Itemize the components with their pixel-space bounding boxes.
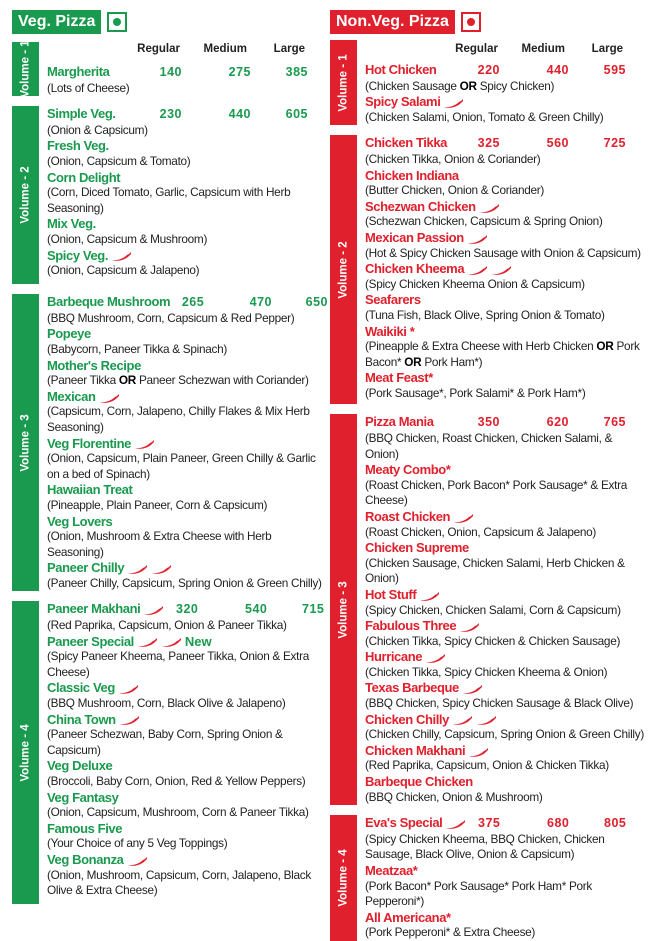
item-description: (Chicken Tikka, Spicy Chicken Kheema & Onion): [365, 664, 608, 679]
price-regular: 265: [181, 295, 205, 310]
size-header-regular: Regular: [455, 43, 498, 55]
price-large: 650: [305, 295, 328, 310]
chilli-icon: [110, 250, 132, 260]
item-description: (Chicken Tikka, Onion & Coriander): [365, 151, 541, 166]
item-description: (Onion, Capsicum, Plain Paneer, Green Chilly & Garlic on a bed of Spinach): [47, 451, 316, 481]
chilli-icon: [424, 652, 446, 662]
item-description: (Spicy Chicken, Chicken Salami, Corn & Capsicum): [365, 602, 621, 617]
item-description: (Spicy Chicken Kheema Onion & Capsicum): [365, 276, 585, 291]
nonveg-pizza-column: [330, 10, 646, 941]
menu-item: [365, 774, 646, 805]
nonveg-title: Non.Veg. Pizza: [330, 10, 455, 34]
item-name: Meaty Combo*: [365, 462, 451, 478]
menu-item: [47, 64, 328, 96]
item-description: (Onion, Capsicum, Mushroom, Corn & Paneer Tikka): [47, 805, 309, 820]
menu-item: [47, 294, 328, 326]
item-name: Pizza Mania: [365, 414, 434, 430]
chilli-icon: [466, 233, 488, 243]
item-name: Corn Delight: [47, 169, 121, 185]
size-header-medium: Medium: [203, 43, 247, 55]
menu-item: [365, 292, 646, 323]
chilli-icon: [136, 636, 158, 646]
item-name: Veg Florentine: [47, 435, 131, 451]
chilli-icon: [444, 818, 466, 828]
item-description: (BBQ Mushroom, Corn, Black Olive & Jalapeno): [47, 696, 286, 711]
menu-item: [365, 509, 646, 540]
volume-label: Volume - 4: [19, 724, 32, 782]
volume-label-bar: [12, 294, 39, 591]
volume-section: [12, 294, 328, 591]
menu-item: [365, 680, 646, 711]
item-description: (Red Paprika, Capsicum, Onion & Paneer Tikka): [47, 618, 287, 633]
item-description: (Spicy Paneer Kheema, Paneer Tikka, Onion & Extra Cheese): [47, 649, 310, 679]
price-large: 725: [603, 136, 626, 151]
price-regular: 230: [159, 107, 182, 122]
item-name: Mother's Recipe: [47, 357, 141, 373]
item-description: (Butter Chicken, Onion & Coriander): [365, 183, 544, 198]
price-large: 765: [603, 415, 626, 430]
menu-item: [365, 649, 646, 680]
item-name: Eva's Special: [365, 815, 443, 831]
price-medium: 560: [546, 136, 569, 151]
item-name: Hot Chicken: [365, 62, 437, 77]
volume-label-bar: [330, 135, 357, 404]
item-description: (Chicken Salami, Onion, Tomato & Green Chilly): [365, 109, 604, 124]
price-large: 715: [302, 602, 325, 617]
item-description: (Pineapple, Plain Paneer, Corn & Capsicum): [47, 497, 268, 512]
price-medium: 275: [228, 65, 251, 79]
veg-pizza-column: [12, 10, 328, 904]
volume-label-bar: [12, 601, 39, 904]
item-name: Waikiki *: [365, 323, 415, 339]
item-name: Paneer Makhani: [47, 601, 141, 617]
chilli-icon: [466, 264, 488, 274]
item-description: (Lots of Cheese): [47, 80, 130, 95]
item-description: (Paneer Schezwan, Baby Corn, Spring Onion & Capsicum): [47, 727, 283, 757]
price-large: 805: [604, 816, 627, 831]
item-description: (Onion, Capsicum & Mushroom): [47, 231, 208, 246]
item-name: Veg Deluxe: [47, 758, 113, 774]
volume-label: Volume - 1: [19, 40, 32, 98]
price-regular: 220: [477, 63, 500, 77]
veg-header: [12, 10, 328, 34]
nonveg-symbol-icon: [461, 12, 481, 32]
menu-item: [47, 358, 328, 389]
chilli-icon: [475, 714, 497, 724]
item-name: Fabulous Three: [365, 618, 457, 634]
item-name: Chicken Tikka: [365, 135, 447, 151]
volume-label: Volume - 3: [337, 581, 350, 639]
menu-item: [47, 389, 328, 436]
item-name: Veg Lovers: [47, 513, 113, 529]
volume-section: [330, 135, 646, 404]
volume-section: [330, 40, 646, 125]
item-name: Veg Fantasy: [47, 789, 119, 805]
item-name: Chicken Supreme: [365, 540, 469, 556]
item-description: (Onion, Mushroom & Extra Cheese with Herb Seasoning): [47, 529, 272, 559]
menu-item: [47, 326, 328, 357]
item-description: (Red Paprika, Capsicum, Onion & Chicken Tikka): [365, 758, 609, 773]
item-description: (Hot & Spicy Chicken Sausage with Onion & Capsicum): [365, 245, 641, 260]
chilli-icon: [478, 202, 500, 212]
item-description: (Spicy Chicken Kheema, BBQ Chicken, Chicken Sausage, Black Olive, Onion & Capsicum): [365, 831, 605, 862]
menu-item: [365, 230, 646, 261]
menu-item: [47, 601, 328, 633]
item-description: (Paneer Tikka OR Paneer Schezwan with Coriander): [47, 373, 309, 388]
item-description: (Roast Chicken, Pork Bacon* Pork Sausage* & Extra Cheese): [365, 477, 628, 508]
item-name: China Town: [47, 711, 116, 727]
menu-item: [365, 587, 646, 618]
item-name: Roast Chicken: [365, 508, 451, 524]
nonveg-header: [330, 10, 646, 34]
menu-item: [47, 248, 328, 279]
menu-item: [47, 514, 328, 561]
item-name: Famous Five: [47, 820, 123, 836]
size-header-large: Large: [273, 43, 305, 55]
price-regular: 350: [477, 415, 500, 430]
chilli-icon: [142, 604, 164, 614]
item-description: (Paneer Chilly, Capsicum, Spring Onion & Green Chilly): [47, 575, 322, 590]
volume-label: Volume - 3: [19, 414, 32, 472]
item-description: (Pineapple & Extra Cheese with Herb Chicken OR Pork Bacon* OR Pork Ham*): [365, 339, 640, 369]
item-name: Popeye: [47, 326, 91, 342]
volume-section: [330, 414, 646, 805]
menu-item: [47, 436, 328, 483]
menu-item: [365, 815, 646, 863]
chilli-icon: [98, 392, 120, 402]
item-name: Chicken Kheema: [365, 261, 465, 277]
menu-item: [365, 462, 646, 509]
item-name: All Americana*: [365, 909, 451, 925]
item-description: (Roast Chicken, Onion, Capsicum & Jalapeno): [365, 524, 597, 539]
item-name: Texas Barbeque: [365, 680, 459, 696]
item-description: (Broccoli, Baby Corn, Onion, Red & Yellow Peppers): [47, 774, 306, 788]
price-medium: 440: [546, 63, 569, 77]
menu-item: [365, 910, 646, 941]
item-name: Fresh Veg.: [47, 138, 109, 154]
menu-item: [47, 560, 328, 591]
item-name: Chicken Makhani: [365, 742, 466, 758]
price-medium: 680: [547, 816, 570, 831]
item-description: (Pork Pepperoni* & Extra Cheese): [365, 925, 536, 940]
volume-label-bar: [330, 815, 357, 941]
menu-item: [365, 743, 646, 774]
volume-label-bar: [12, 42, 39, 96]
new-tag: New: [184, 633, 212, 649]
item-name: Mexican Passion: [365, 229, 464, 245]
item-name: Mix Veg.: [47, 216, 96, 232]
chilli-icon: [160, 636, 182, 646]
price-medium: 470: [249, 295, 272, 310]
menu-item: [47, 790, 328, 821]
menu-item: [365, 618, 646, 649]
item-name: Spicy Veg.: [47, 247, 109, 263]
volume-section: [12, 601, 328, 904]
price-regular: 140: [159, 65, 182, 79]
chilli-icon: [451, 714, 473, 724]
volume-label: Volume - 2: [19, 166, 32, 224]
veg-symbol-icon: [107, 12, 127, 32]
item-description: (Corn, Diced Tomato, Garlic, Capsicum with Herb Seasoning): [47, 185, 291, 215]
menu-item: [47, 138, 328, 169]
size-header-medium: Medium: [521, 43, 565, 55]
item-description: (Schezwan Chicken, Capsicum & Spring Onion): [365, 214, 603, 229]
menu-item: [365, 414, 646, 462]
item-name: Chicken Chilly: [365, 711, 449, 727]
item-description: (Onion, Capsicum & Jalapeno): [47, 263, 200, 278]
menu-item: [365, 199, 646, 230]
item-description: (Onion, Capsicum & Tomato): [47, 153, 191, 168]
chilli-icon: [118, 714, 140, 724]
volume-label-bar: [12, 106, 39, 284]
menu-item: [47, 216, 328, 247]
menu-item: [47, 712, 328, 759]
item-name: Mexican: [47, 388, 96, 404]
menu-item: [365, 135, 646, 167]
price-large: 385: [285, 65, 308, 79]
chilli-icon: [418, 590, 440, 600]
price-regular: 375: [478, 816, 501, 831]
item-name: Seafarers: [365, 292, 421, 308]
menu-item: [47, 758, 328, 789]
menu-item: [47, 170, 328, 217]
volume-section: [12, 106, 328, 284]
price-large: 605: [285, 107, 308, 122]
chilli-icon: [461, 683, 483, 693]
price-medium: 440: [228, 107, 251, 122]
menu-item: [47, 482, 328, 513]
menu-item: [365, 370, 646, 401]
size-header-regular: Regular: [137, 43, 180, 55]
chilli-icon: [117, 683, 139, 693]
chilli-icon: [150, 563, 172, 573]
item-description: (Pork Sausage*, Pork Salami* & Pork Ham*): [365, 385, 586, 400]
volume-section: [330, 815, 646, 941]
chilli-icon: [452, 512, 474, 522]
veg-title: Veg. Pizza: [12, 10, 101, 34]
price-large: 595: [603, 63, 626, 77]
item-description: (Babycorn, Paneer Tikka & Spinach): [47, 341, 227, 356]
item-name: Classic Veg: [47, 680, 115, 696]
item-name: Meat Feast*: [365, 370, 433, 386]
chilli-icon: [490, 264, 512, 274]
item-name: Hurricane: [365, 649, 423, 665]
price-regular: 320: [176, 602, 199, 617]
item-name: Margherita: [47, 64, 110, 79]
volume-label: Volume - 2: [337, 241, 350, 299]
menu-item: [365, 261, 646, 292]
item-name: Veg Bonanza: [47, 851, 124, 867]
menu-item: [365, 863, 646, 910]
menu-item: [365, 712, 646, 743]
chilli-icon: [458, 621, 480, 631]
volume-label: Volume - 4: [337, 849, 350, 907]
item-description: (Pork Bacon* Pork Sausage* Pork Ham* Pork Pepperoni*): [365, 878, 593, 909]
item-description: (Chicken Sausage, Chicken Salami, Herb Chicken & Onion): [365, 555, 625, 586]
menu-item: [47, 106, 328, 138]
menu-item: [47, 634, 328, 681]
item-name: Meatzaa*: [365, 863, 418, 878]
menu-item: [365, 324, 646, 371]
menu-item: [365, 168, 646, 199]
item-description: (Tuna Fish, Black Olive, Spring Onion & Tomato): [365, 307, 605, 322]
volume-label-bar: [330, 40, 357, 125]
chilli-icon: [126, 855, 148, 865]
menu-item: [365, 540, 646, 587]
menu-item: [47, 821, 328, 852]
item-description: (BBQ Chicken, Spicy Chicken Sausage & Black Olive): [365, 696, 634, 711]
item-description: (Onion & Capsicum): [47, 122, 148, 137]
price-medium: 620: [546, 415, 569, 430]
chilli-icon: [133, 438, 155, 448]
item-description: (BBQ Chicken, Roast Chicken, Chicken Salami, & Onion): [365, 430, 613, 461]
chilli-icon: [442, 97, 464, 107]
item-description: (Onion, Mushroom, Capsicum, Corn, Jalapeno, Black Olive & Extra Cheese): [47, 867, 311, 898]
size-header-large: Large: [591, 43, 623, 55]
menu-item: [365, 62, 646, 94]
item-description: (BBQ Mushroom, Corn, Capsicum & Red Pepper): [47, 310, 295, 325]
item-name: Hawaiian Treat: [47, 482, 133, 498]
item-name: Hot Stuff: [365, 586, 417, 602]
item-name: Paneer Chilly: [47, 560, 125, 576]
item-description: (Chicken Chilly, Capsicum, Spring Onion & Green Chilly): [365, 727, 644, 742]
item-name: Chicken Indiana: [365, 167, 459, 183]
item-description: (BBQ Chicken, Onion & Mushroom): [365, 789, 543, 804]
menu-item: [47, 852, 328, 899]
price-medium: 540: [245, 602, 268, 617]
item-name: Spicy Salami: [365, 94, 441, 110]
item-description: (Capsicum, Corn, Jalapeno, Chilly Flakes & Mix Herb Seasoning): [47, 404, 310, 434]
menu-item: [365, 94, 646, 125]
volume-section: [12, 42, 328, 96]
price-regular: 325: [477, 136, 500, 151]
volume-label: Volume - 1: [337, 54, 350, 112]
item-name: Paneer Special: [47, 633, 134, 649]
chilli-icon: [467, 746, 489, 756]
item-description: (Chicken Tikka, Spicy Chicken & Chicken Sausage): [365, 633, 621, 648]
item-name: Schezwan Chicken: [365, 198, 476, 214]
item-name: Barbeque Chicken: [365, 774, 473, 790]
item-name: Simple Veg.: [47, 106, 116, 122]
volume-label-bar: [330, 414, 357, 805]
chilli-icon: [126, 563, 148, 573]
item-description: (Your Choice of any 5 Veg Toppings): [47, 836, 228, 851]
menu-item: [47, 680, 328, 711]
item-description: (Chicken Sausage OR Spicy Chicken): [365, 78, 555, 93]
item-name: Barbeque Mushroom: [47, 294, 171, 310]
